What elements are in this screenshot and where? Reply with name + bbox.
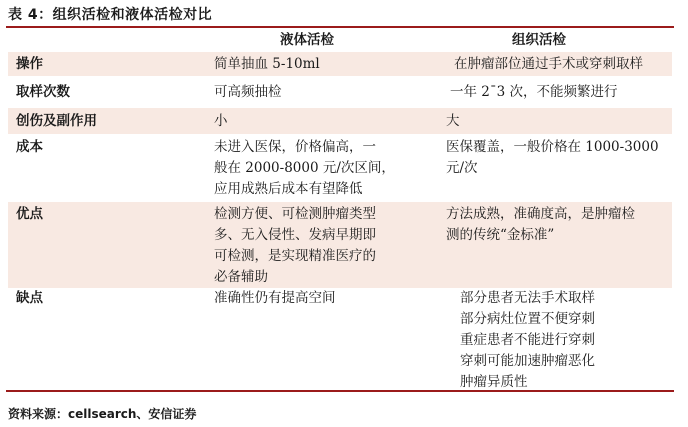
cell-line: 在肿瘤部位通过手术或穿刺取样 bbox=[454, 56, 643, 72]
table-row bbox=[8, 108, 672, 134]
table-row bbox=[8, 288, 672, 398]
table-caption: 表 4：组织活检和液体活检对比 bbox=[8, 7, 213, 23]
liquid-cell bbox=[214, 204, 414, 288]
cell-line: 重症患者不能进行穿刺 bbox=[460, 332, 595, 348]
cell-line: 般在 2000-8000 元/次区间， bbox=[214, 160, 395, 176]
tissue-cell bbox=[446, 111, 672, 132]
cell-line: 未进入医保，价格偏高，一 bbox=[214, 139, 376, 155]
cell-line: 一年 2¯3 次，不能频繁进行 bbox=[450, 84, 618, 100]
header-tissue-biopsy: 组织活检 bbox=[512, 32, 566, 48]
liquid-cell bbox=[214, 82, 414, 103]
cell-line: 准确性仍有提高空间 bbox=[214, 290, 336, 306]
row-label: 优点 bbox=[16, 206, 43, 222]
row-label: 创伤及副作用 bbox=[16, 113, 97, 129]
tissue-cell bbox=[450, 82, 676, 103]
cell-line: 医保覆盖，一般价格在 1000-3000 bbox=[446, 139, 659, 155]
cell-line: 穿刺可能加速肿瘤恶化 bbox=[460, 353, 595, 369]
cell-line: 多、无入侵性、发病早期即 bbox=[214, 227, 376, 243]
cell-line: 应用成熟后成本有望降低 bbox=[214, 181, 363, 197]
cell-line: 可检测，是实现精准医疗的 bbox=[214, 248, 376, 264]
cell-line: 检测方便、可检测肿瘤类型 bbox=[214, 206, 376, 222]
table-row bbox=[8, 202, 672, 288]
cell-line: 大 bbox=[446, 113, 460, 129]
tissue-cell bbox=[460, 288, 686, 393]
table-row bbox=[8, 76, 672, 108]
source-note: 资料来源：cellsearch、安信证券 bbox=[8, 407, 197, 421]
cell-line: 小 bbox=[214, 113, 228, 129]
cell-line: 必备辅助 bbox=[214, 269, 268, 285]
cell-line: 方法成熟，准确度高，是肿瘤检 bbox=[446, 206, 635, 222]
liquid-cell bbox=[214, 137, 414, 200]
cell-line: 简单抽血 5-10ml bbox=[214, 56, 320, 72]
tissue-cell bbox=[446, 137, 672, 179]
row-label: 取样次数 bbox=[16, 84, 70, 100]
cell-line: 部分患者无法手术取样 bbox=[460, 290, 595, 306]
tissue-cell bbox=[446, 204, 672, 246]
cell-line: 元/次 bbox=[446, 160, 478, 176]
cell-line: 肿瘤异质性 bbox=[460, 374, 528, 390]
header-liquid-biopsy: 液体活检 bbox=[280, 32, 334, 48]
row-label: 缺点 bbox=[16, 290, 43, 306]
table-bottom-rule bbox=[6, 390, 674, 392]
table-header-row bbox=[8, 28, 672, 52]
cell-line: 可高频抽检 bbox=[214, 84, 282, 100]
liquid-cell bbox=[214, 288, 414, 309]
liquid-cell bbox=[214, 54, 414, 75]
comparison-table bbox=[8, 28, 672, 398]
table-row bbox=[8, 52, 672, 76]
row-label: 成本 bbox=[16, 139, 43, 155]
liquid-cell bbox=[214, 111, 414, 132]
table-row bbox=[8, 134, 672, 202]
tissue-cell bbox=[454, 54, 680, 75]
cell-line: 部分病灶位置不便穿刺 bbox=[460, 311, 595, 327]
row-label: 操作 bbox=[16, 56, 43, 72]
cell-line: 测的传统“金标准” bbox=[446, 227, 555, 243]
